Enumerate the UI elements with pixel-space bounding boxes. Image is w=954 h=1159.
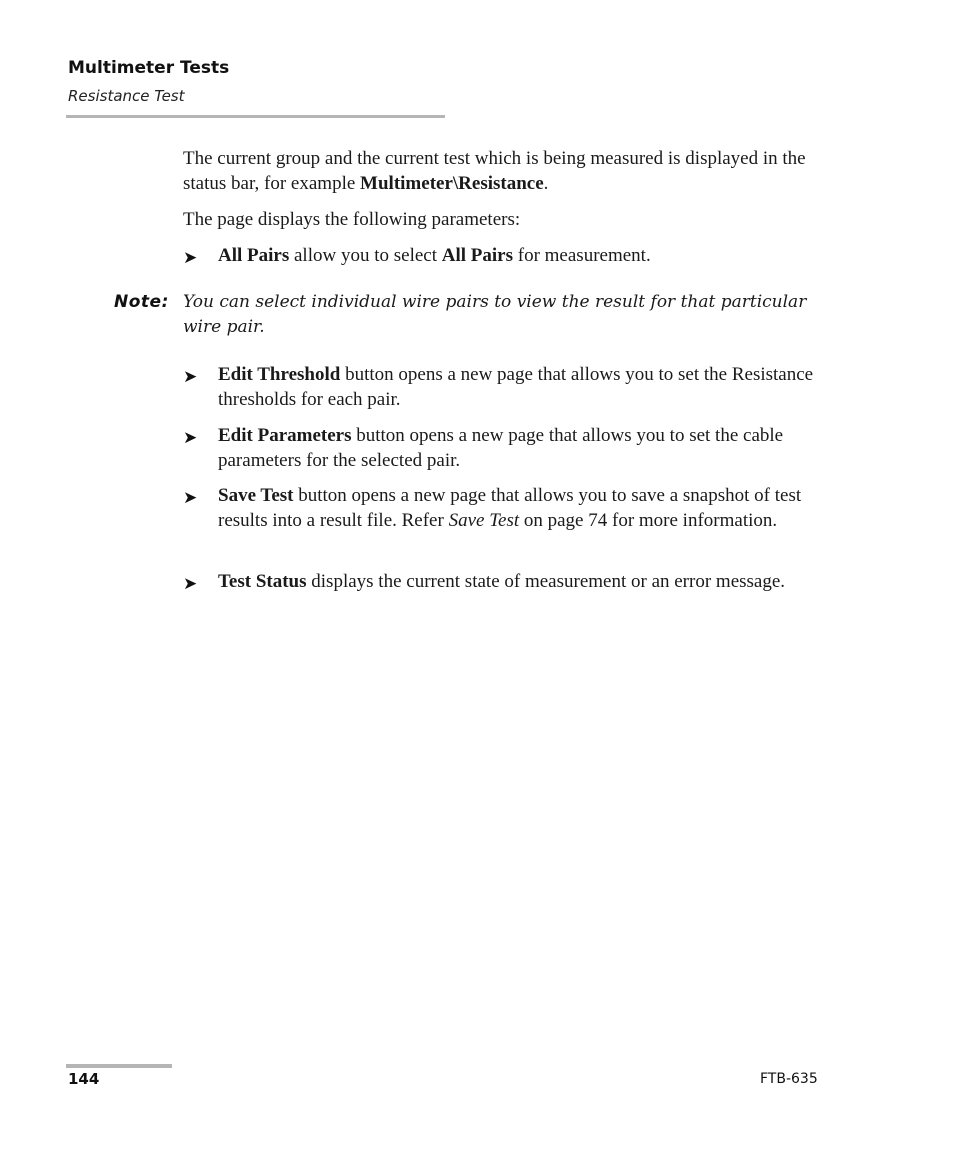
- intro-example-bold: Multimeter\Resistance: [360, 173, 544, 194]
- arrow-bullet-icon: ➤: [183, 367, 198, 387]
- item-term: Edit Parameters: [218, 425, 352, 446]
- item-term: Test Status: [218, 571, 307, 592]
- item-text: button opens a new page that allows you to save a snapshot of test results into a result file. Refer: [218, 485, 802, 531]
- item-term: Save Test: [218, 485, 294, 506]
- list-item-text: [218, 569, 823, 594]
- footer-divider: [66, 1064, 172, 1068]
- note-text: You can select individual wire pairs to view the result for that particular wire pair.: [183, 292, 807, 337]
- arrow-bullet-icon: ➤: [183, 574, 198, 594]
- intro-paragraph-1: [183, 146, 823, 196]
- page-number: 144: [68, 1070, 100, 1088]
- note-label: Note:: [114, 292, 169, 312]
- item-term: All Pairs: [218, 245, 290, 266]
- intro-paragraph-2: The page displays the following parameters:: [183, 209, 521, 230]
- item-text: allow you to select: [289, 245, 442, 266]
- item-term-2: All Pairs: [441, 245, 513, 266]
- arrow-bullet-icon: ➤: [183, 248, 198, 268]
- list-item-text: [218, 362, 823, 412]
- item-text-2: for measurement.: [513, 245, 651, 266]
- intro-text: The current group and the current test which is being measured is displayed in the status bar, for example: [183, 148, 806, 194]
- list-item-text: [218, 483, 823, 533]
- item-text: button opens a new page that allows you to set the Resistance thresholds for each pair.: [218, 364, 814, 410]
- item-text-2: on page 74 for more information.: [519, 510, 778, 531]
- item-term: Edit Threshold: [218, 364, 341, 385]
- document-id: FTB-635: [760, 1071, 818, 1087]
- header-divider: [66, 115, 445, 118]
- arrow-bullet-icon: ➤: [183, 428, 198, 448]
- chapter-title: Multimeter Tests: [68, 58, 230, 78]
- arrow-bullet-icon: ➤: [183, 488, 198, 508]
- list-item-text: [218, 423, 823, 473]
- section-subtitle: Resistance Test: [68, 87, 185, 105]
- item-text: displays the current state of measurement or an error message.: [306, 571, 786, 592]
- list-item-text: [218, 243, 823, 268]
- cross-reference-link[interactable]: Save Test: [448, 510, 520, 531]
- intro-end: .: [543, 173, 549, 194]
- item-text: button opens a new page that allows you to set the cable parameters for the selected pair.: [218, 425, 784, 471]
